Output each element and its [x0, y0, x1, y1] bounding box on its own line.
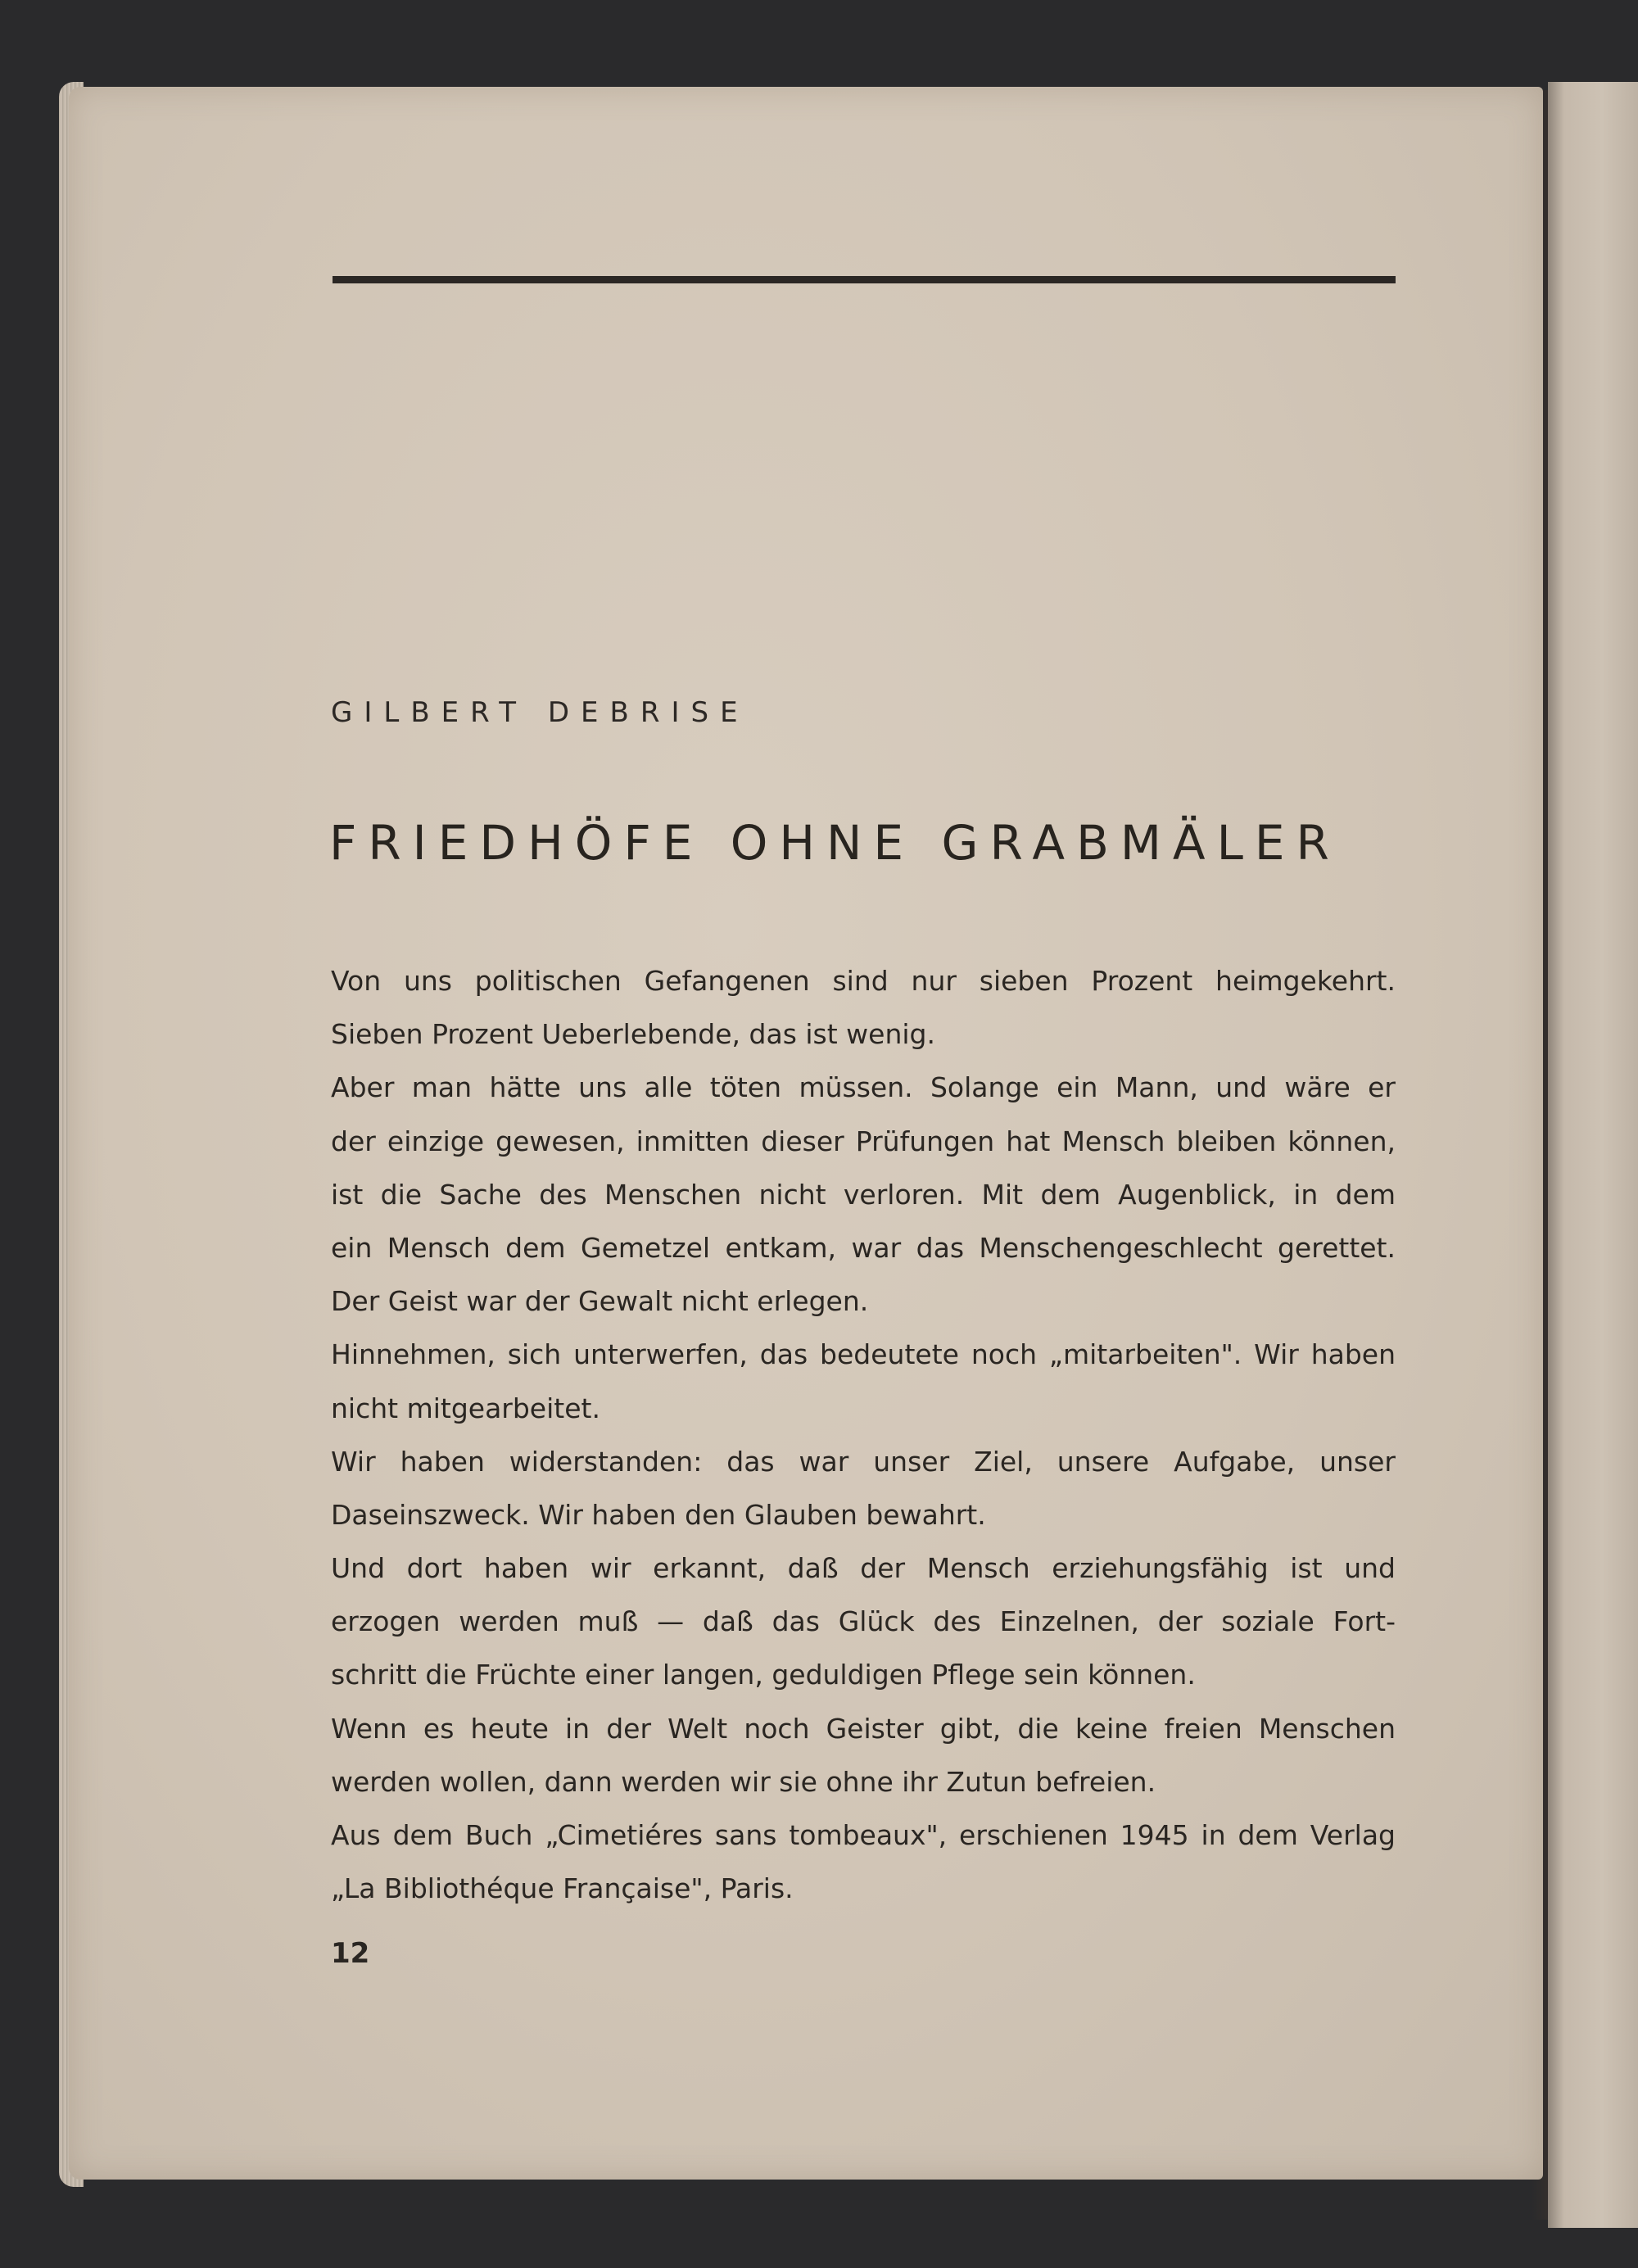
body-line: Aber man hätte uns alle töten müssen. Solange ein Mann, und wäre er: [331, 1071, 1396, 1104]
body-line: Wir haben widerstanden: das war unser Ziel, unsere Aufgabe, unser: [331, 1445, 1396, 1478]
body-line: ein Mensch dem Gemetzel entkam, war das Menschengeschlecht gerettet.: [331, 1231, 1396, 1264]
article-body: [331, 954, 1396, 1915]
body-line: Wenn es heute in der Welt noch Geister gibt, die keine freien Menschen: [331, 1712, 1396, 1745]
body-line: Daseinszweck. Wir haben den Glauben bewahrt.: [331, 1498, 986, 1531]
header-rule: [333, 276, 1396, 283]
body-line: nicht mitgearbeitet.: [331, 1392, 600, 1424]
body-line: erzogen werden muß — daß das Glück des Einzelnen, der soziale Fort-: [331, 1605, 1396, 1638]
body-line: Sieben Prozent Ueberlebende, das ist wenig.: [331, 1018, 935, 1051]
body-line: der einzige gewesen, inmitten dieser Prüfungen hat Mensch bleiben können,: [331, 1125, 1396, 1157]
body-line: Von uns politischen Gefangenen sind nur sieben Prozent heimgekehrt.: [331, 965, 1396, 997]
article-title: FRIEDHÖFE OHNE GRABMÄLER: [329, 815, 1341, 871]
body-line: Der Geist war der Gewalt nicht erlegen.: [331, 1285, 869, 1318]
page-number: 12: [331, 1937, 370, 1970]
body-line: Und dort haben wir erkannt, daß der Mensch erziehungsfähig ist und: [331, 1552, 1396, 1585]
body-line: Aus dem Buch „Cimetiéres sans tombeaux", erschienen 1945 in dem Verlag: [331, 1819, 1396, 1851]
next-page-edge: [1548, 82, 1638, 2228]
body-line: ist die Sache des Menschen nicht verloren. Mit dem Augenblick, in dem: [331, 1178, 1396, 1211]
author-name: GILBERT DEBRISE: [331, 696, 749, 729]
body-line: werden wollen, dann werden wir sie ohne ihr Zutun befreien.: [331, 1765, 1156, 1798]
body-line: „La Bibliothéque Française", Paris.: [331, 1872, 794, 1905]
body-line: Hinnehmen, sich unterwerfen, das bedeutete noch „mitarbeiten". Wir haben: [331, 1338, 1396, 1371]
body-line: schritt die Früchte einer langen, geduldigen Pflege sein können.: [331, 1659, 1196, 1691]
